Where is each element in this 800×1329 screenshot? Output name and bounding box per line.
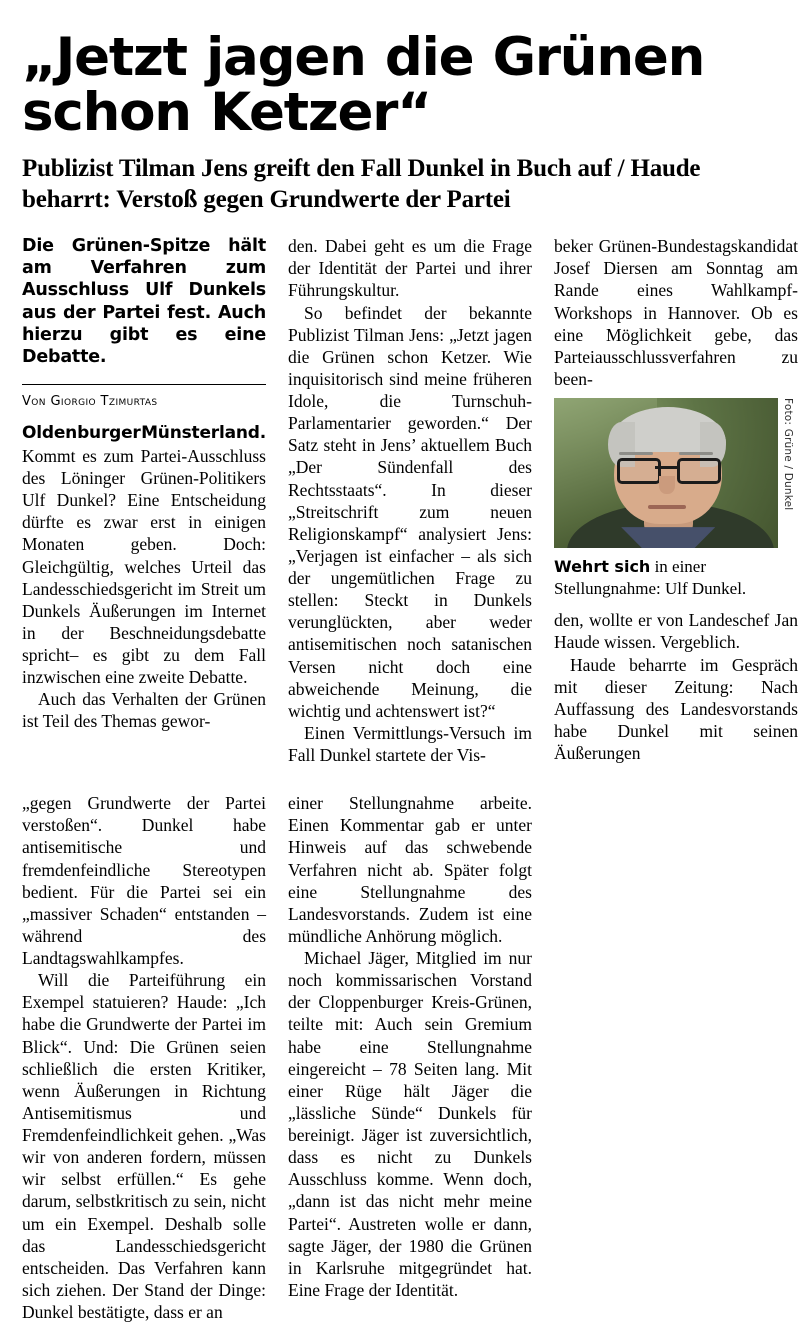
column-4 [22, 792, 266, 1323]
upper-column-block [22, 235, 798, 766]
dateline-region: Münsterland. [141, 422, 266, 443]
byline-divider [22, 384, 266, 385]
paragraph: So befindet der bekannte Publizist Tilman Jens: „Jetzt jagen die Grünen schon Ketzer. Wie inquisitorisch sind meine früheren Idole, die Turnschuh-Parlamentarier geworden.“ Der Satz steht in Jens’ aktuellem Buch „Der Sündenfall des Rechtsstaats“. In dieser „Streitschrift zum neuen Religionskampf“ analysiert Jens: „Verjagen ist einfacher – als sich der ungemütlichen Frage zu stellen: Steckt in Dunkels verunglückten, aber weder antisemitischen noch satanischen Versen nicht doch eine abweichende Meinung, die wichtig und achtenswert ist?“ [288, 302, 532, 721]
article-lead: Die Grünen-Spitze hält am Verfahren zum Ausschluss Ulf Dunkels aus der Partei fest. Auch hierzu gibt es eine Debatte. [22, 236, 266, 367]
paragraph: den, wollte er von Landeschef Jan Haude wissen. Vergeblich. [554, 610, 798, 653]
column-6-empty [554, 792, 798, 1323]
photo-caption-text: in einer Stellungnahme: Ulf Dunkel. [554, 557, 747, 598]
column-5 [288, 792, 532, 1323]
column-2 [288, 235, 532, 766]
paragraph: Haude beharrte im Gespräch mit dieser Zeitung: Nach Auffassung des Landesvorstands habe Dunkel mit seinen Äußerungen [554, 654, 798, 763]
photo-caption-lead: Wehrt sich [554, 557, 651, 577]
paragraph: beker Grünen-Bundestagskandidat Josef Diersen am Sonntag am Rande eines Wahlkampf-Workshops in Hannover. Ob es eine Möglichkeit gebe, das Parteiausschlussverfahren zu been- [554, 236, 798, 389]
column-3 [554, 235, 798, 766]
dateline-city: Oldenburger [22, 422, 141, 443]
portrait-photo [554, 398, 778, 548]
paragraph: „gegen Grundwerte der Partei verstoßen“. Dunkel habe antisemitische und fremdenfeindliche Stereotypen bedient. Für die Partei sei ein „massiver Schaden“ entstanden – während des Landtagswahlkampfes. [22, 793, 266, 969]
paragraph: Auch das Verhalten der Grünen ist Teil des Themas gewor- [22, 689, 266, 732]
column-1 [22, 235, 266, 766]
photo-caption [554, 556, 798, 599]
paragraph: Einen Vermittlungs-Versuch im Fall Dunkel startete der Vis- [288, 722, 532, 766]
paragraph: Will die Parteiführung ein Exempel statuieren? Haude: „Ich habe die Grundwerte der Partei im Blick“. Und: Die Grünen seien schließlich die ersten Kritiker, wenn Äußerungen in Richtung Antisemitismus und Fremdenfeindlichkeit gehen. „Was wir von anderen fordern, müssen wir selbst erfüllen.“ Es gehe darum, selbstkritisch zu sein, nicht um ein Exempel. Deshalb solle das Landesschiedsgericht entscheiden. Das Verfahren kann sich ziehen. Der Stand der Dinge: Dunkel bestätigte, dass er an [22, 970, 266, 1323]
paragraph: Kommt es zum Partei-Ausschluss des Löninger Grünen-Politikers Ulf Dunkel? Eine Entscheidung dürfte es zwar erst in einigen Monaten geben. Doch: Gleichgültig, welches Urteil das Landesschiedsgericht im Streit um Dunkels Äußerungen im Internet in der Beschneidungsdebatte spricht– es gibt zu dem Fall inzwischen eine zweite Debatte. [22, 445, 266, 688]
article-subheadline: Publizist Tilman Jens greift den Fall Dunkel in Buch auf / Haude beharrt: Verstoß gegen Grundwerte der Partei [22, 155, 701, 213]
dateline [22, 423, 266, 443]
article-photo-block [554, 398, 798, 599]
byline: Von Giorgio Tzimurtas [22, 393, 158, 409]
paragraph: Michael Jäger, Mitglied im nur noch kommissarischen Vorstand der Cloppenburger Kreis-Grünen, teilte mit: Auch sein Gremium habe eine Stellungnahme eingereicht – 78 Seiten lang. Mit einer Rüge hält Jäger die „lässliche Sünde“ Dunkels für bereinigt. Jäger ist zuversichtlich, dass es nicht zu Dunkels Ausschluss komme. Wenn doch, „dann ist das nicht mehr meine Partei“. Austreten wolle er dann, sagte Jäger, der 1980 die Grünen in Karlsruhe mitgegründet hat. Eine Frage der Identität. [288, 948, 532, 1300]
lower-column-block [22, 792, 778, 1323]
paragraph: einer Stellungnahme arbeite. Einen Kommentar gab er unter Hinweis auf das schwebende Verfahren nicht ab. Später folgt eine Stellungnahme des Landesvorstands. Zudem ist eine mündliche Anhörung möglich. [288, 793, 532, 946]
page-title: „Jetzt jagen die Grünen schon Ketzer“ [22, 27, 705, 144]
paragraph: den. Dabei geht es um die Frage der Identität der Partei und ihrer Führungskultur. [288, 236, 532, 301]
photo-credit: Foto: Grüne / Dunkel [782, 398, 794, 511]
